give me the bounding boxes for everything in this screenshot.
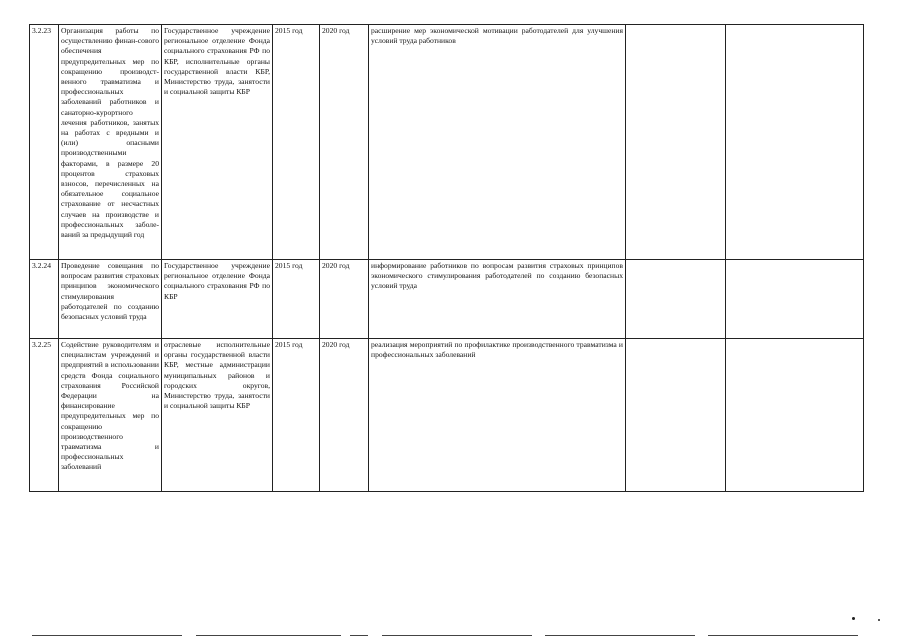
plan-table <box>29 24 864 492</box>
measure-cell: Содействие руководителям и специалистам учреждений и предприятий в использовании средств Фонда социального страхования Российской Федерации на финансирование предупредительных мер по сокращению производственного травматизма и профессиональных заболеваний <box>59 339 162 492</box>
empty-cell <box>726 260 864 339</box>
scan-speck <box>878 619 880 621</box>
scan-speck <box>852 617 855 620</box>
empty-cell <box>726 339 864 492</box>
table-row <box>30 339 864 492</box>
scan-artifact-line <box>708 635 858 636</box>
start-year-cell: 2015 год <box>273 25 320 260</box>
table-row <box>30 260 864 339</box>
scan-artifact-line <box>350 635 368 636</box>
scan-artifact-line <box>196 635 341 636</box>
scan-artifact-line <box>382 635 532 636</box>
empty-cell <box>626 339 726 492</box>
result-cell: информирование работников по вопросам развития страховых принципов экономического стимулирования работодателей по созданию безопасных условий труда <box>369 260 626 339</box>
row-number: 3.2.24 <box>30 260 59 339</box>
empty-cell <box>726 25 864 260</box>
executor-cell: отраслевые исполнительные органы государственной власти КБР, местные администрации муниципальных районов и городских округов, Министерство труда, занятости и социальной защиты КБР <box>162 339 273 492</box>
start-year-cell: 2015 год <box>273 260 320 339</box>
executor-cell: Государственное учреждение региональное отделение Фонда социального страхования РФ по КБР <box>162 260 273 339</box>
end-year-cell: 2020 год <box>320 339 369 492</box>
executor-cell: Государственное учреждение региональное отделение Фонда социального страхования РФ по КБР, исполнительные органы государственной власти КБР, Министерство труда, занятости и социальной защиты КБР <box>162 25 273 260</box>
measure-cell: Организация работы по осуществлению финан-сового обеспечения предупредительных мер по сокращению производст-венного травматизма и профессиональных заболеваний работников и санаторно-курортного лечения работников, занятых на работах с вредными и (или) опасными производственными факторами, в размере 20 процентов страховых взносов, перечисленных на обязательное социальное страхование от несчастных случаев на производстве и профессиональных заболе-ваний за предыдущий год <box>59 25 162 260</box>
row-number: 3.2.23 <box>30 25 59 260</box>
result-cell: реализация мероприятий по профилактике производственного травматизма и профессиональных заболеваний <box>369 339 626 492</box>
row-number: 3.2.25 <box>30 339 59 492</box>
scan-artifact-line <box>545 635 695 636</box>
table-row <box>30 25 864 260</box>
end-year-cell: 2020 год <box>320 260 369 339</box>
start-year-cell: 2015 год <box>273 339 320 492</box>
end-year-cell: 2020 год <box>320 25 369 260</box>
result-cell: расширение мер экономической мотивации работодателей для улучшения условий труда работников <box>369 25 626 260</box>
scan-artifact-line <box>32 635 182 636</box>
measure-cell: Проведение совещания по вопросам развития страховых принципов экономического стимулирования работодателей по созданию безопасных условий труда <box>59 260 162 339</box>
empty-cell <box>626 25 726 260</box>
empty-cell <box>626 260 726 339</box>
